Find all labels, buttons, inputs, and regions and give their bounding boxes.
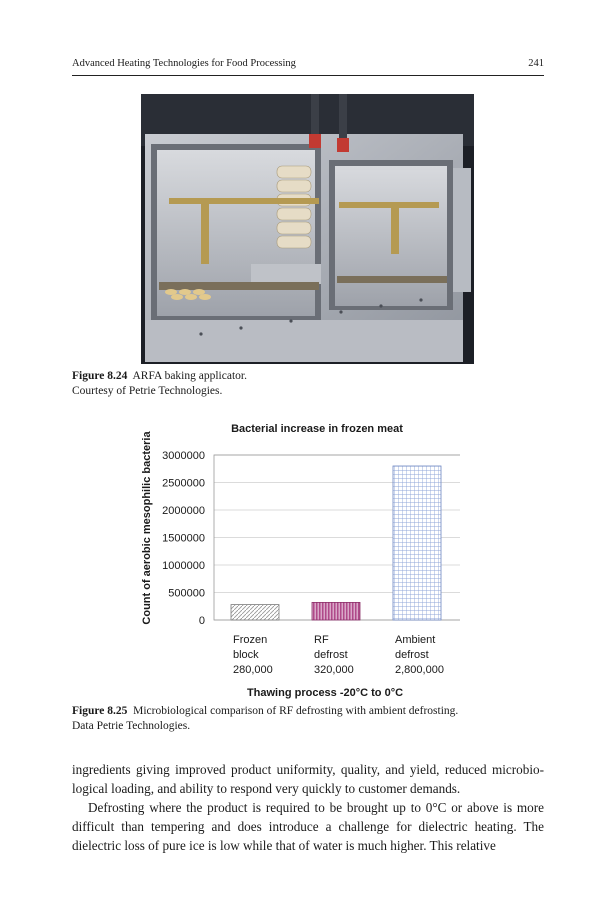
figure-8-24-label: Figure 8.24 <box>72 370 128 382</box>
bar-ambient <box>393 466 441 620</box>
bar-rf <box>312 602 360 620</box>
chart-x-axis-label: Thawing process -20°C to 0°C <box>246 687 404 699</box>
arfa-baking-applicator-photo <box>141 94 474 364</box>
y-tick-label: 0 <box>198 615 205 627</box>
x-category-label: defrost <box>395 649 429 661</box>
header-rule <box>72 75 544 76</box>
figure-8-25-caption-text: Microbiological comparison of RF defrosting with ambient defrosting. <box>133 705 459 717</box>
x-category-label: block <box>233 649 259 661</box>
x-category-label: defrost <box>314 649 348 661</box>
figure-8-25-credit: Data Petrie Technologies. <box>72 720 191 732</box>
bacterial-increase-chart <box>130 418 460 703</box>
figure-8-24-caption <box>72 369 544 399</box>
x-category-label: Ambient <box>395 634 436 646</box>
x-category-label: 320,000 <box>314 664 354 676</box>
y-tick-label: 2000000 <box>162 505 205 517</box>
bar-frozen <box>231 605 279 620</box>
body-text <box>72 760 544 855</box>
figure-8-24-caption-text: ARFA baking applicator. <box>132 370 247 382</box>
y-tick-label: 1500000 <box>162 532 205 545</box>
paragraph-2: Defrosting where the product is required to be brought up to 0°C or above is more difficult than tempering and does introduce a challenge for dielectric heating. The dielectric loss of pure ice is low while that of water is much higher. This relative <box>72 800 544 853</box>
figure-8-24-credit: Courtesy of Petrie Technologies. <box>72 385 223 397</box>
figure-8-25-caption <box>72 704 544 734</box>
running-head-title: Advanced Heating Technologies for Food Processing <box>72 58 296 69</box>
page-number: 241 <box>528 58 544 69</box>
chart-title: Bacterial increase in frozen meat <box>231 423 403 435</box>
y-tick-label: 500000 <box>168 587 205 600</box>
x-category-label: RF <box>314 634 329 646</box>
x-category-label: Frozen <box>233 634 268 646</box>
y-tick-label: 2500000 <box>162 477 205 490</box>
y-tick-label: 3000000 <box>162 450 205 462</box>
figure-8-25-label: Figure 8.25 <box>72 705 128 717</box>
paragraph-1: ingredients giving improved product uniformity, quality, and yield, reduced microbio-logical loading, and ability to respond very quickly to customer demands. <box>72 762 544 796</box>
x-category-label: 280,000 <box>233 664 273 676</box>
x-category-label: 2,800,000 <box>395 664 444 676</box>
chart-y-axis-label: Count of aerobic mesophilic bacteria <box>141 431 153 625</box>
y-tick-label: 1000000 <box>162 560 205 572</box>
